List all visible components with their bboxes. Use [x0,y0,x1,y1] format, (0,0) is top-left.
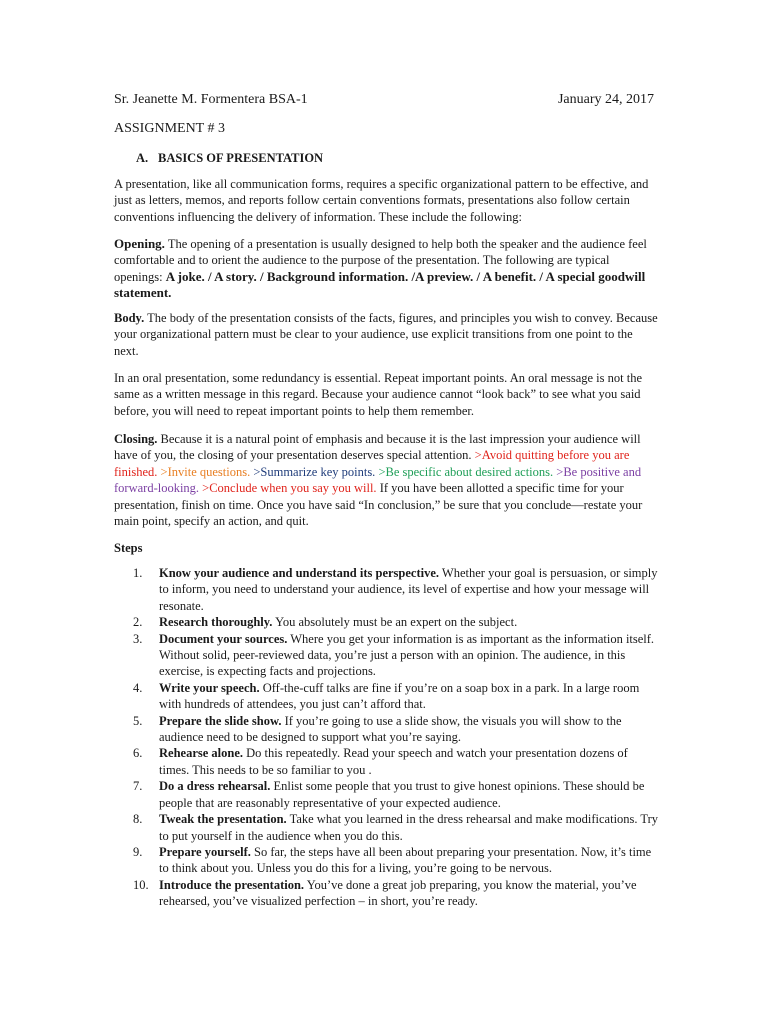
closing-tip: >Be positive and forward-looking. [114,464,642,496]
closing-tip: >Invite questions. [157,464,251,479]
body-heading: Body. [114,311,145,325]
step-title: Rehearse alone. [159,746,244,761]
step-number: 7. [133,779,143,794]
step-number: 9. [133,844,143,859]
intro-paragraph: A presentation, like all communication forms, requires a specific organizational pattern to be effective, and just as letters, memos, and reports follow certain conventions formats, presentations also follow certain conventions influencing the delivery of information. These include the following: [114,177,649,224]
step-number: 3. [133,631,143,646]
step-text: You absolutely must be an expert on the subject. [272,615,518,630]
step-title: Do a dress rehearsal. [159,779,271,794]
step-title: Write your speech. [159,680,260,695]
step-text: Enlist some people that you trust to give honest opinions. These should be people that are reasonably representative of your expected audience. [159,779,645,810]
document-header [114,92,654,110]
list-item [114,745,659,778]
body-paragraph [114,310,659,359]
step-number: 4. [133,680,143,695]
step-title: Know your audience and understand its perspective. [159,566,440,580]
step-title: Research thoroughly. [159,615,273,630]
closing-tip: >Be specific about desired actions. [375,464,554,479]
step-title: Tweak the presentation. [159,812,287,827]
opening-paragraph [114,236,659,302]
steps-list [114,565,659,910]
step-text: Whether your goal is persuasion, or simply to inform, you need to understand your audience, its level of expertise and how your message will resonate. [159,566,658,613]
step-text: If you’re going to use a slide show, the visuals you will show to the audience need to be designed to support what you’re saying. [159,713,622,745]
closing-paragraph [114,431,659,529]
opening-text: The opening of a presentation is usually designed to help both the speaker and the audience feel comfortable and to orient the audience to the purpose of the presentation. The following are typical openings: [114,237,647,284]
list-item [114,877,659,910]
closing-tip: >Avoid quitting before you are finished. [114,448,630,479]
assignment-title: ASSIGNMENT # 3 [114,121,225,136]
step-title: Prepare the slide show. [159,713,282,728]
list-item [114,778,659,811]
step-text: Off-the-cuff talks are fine if you’re on a soap box in a park. In a large room with hundreds of attendees, you just can’t afford that. [159,680,640,712]
date-line: January 24, 2017 [557,92,654,107]
closing-tip: >Conclude when you say you will. [199,481,377,496]
step-text: Do this repeatedly. Read your speech and watch your presentation dozens of times. This needs to be so familiar to you . [159,746,628,777]
opening-heading: Opening. [114,236,165,251]
step-title: Document your sources. [159,631,288,646]
step-number: 10. [133,877,149,892]
list-item [114,713,659,746]
step-title: Prepare yourself. [159,844,251,859]
step-number: 2. [133,615,143,630]
step-number: 6. [133,746,143,761]
closing-after-text: If you have been allotted a specific time for your presentation, finish on time. Once you have said “In conclusion,” be sure that you conclude—restate your main point, specify an action, and quit. [114,481,643,529]
closing-text: Because it is a natural point of emphasis and because it is the last impression your audience will have of you, the closing of your presentation deserves special attention. [114,432,641,463]
opening-list: A joke. / A story. / Background information. /A preview. / A benefit. / A special goodwill statement. [114,268,646,301]
step-title: Introduce the presentation. [159,877,305,892]
step-number: 5. [133,713,143,728]
list-item [114,565,659,614]
step-number: 1. [133,566,143,580]
list-item [114,614,659,630]
list-item [114,811,659,844]
step-text: Where you get your information is as important as the information itself. Without solid, peer-reviewed data, you’re just a person with an opinion. The audience, in this exercise, is expecting facts and projections. [159,631,655,679]
section-title: BASICS OF PRESENTATION [158,151,324,165]
step-number: 8. [133,812,143,827]
oral-paragraph: In an oral presentation, some redundancy is essential. Repeat important points. An oral message is not the same as a written message in this regard. Because your audience cannot “look back” to see what you said before, you will need to repeat important points to help them remember. [114,371,642,418]
section-letter: A. [136,151,149,165]
section-heading [136,150,323,166]
list-item [114,844,659,877]
closing-heading: Closing. [114,432,158,446]
body-text: The body of the presentation consists of the facts, figures, and principles you wish to convey. Because your organizational pattern must be clear to your audience, use explicit transitions from one point to the next. [114,311,658,358]
author-line: Sr. Jeanette M. Formentera BSA-1 [114,92,308,107]
step-text: So far, the steps have all been about preparing your presentation. Now, it’s time to think about you. Unless you do this for a living, you’re going to be nervous. [159,844,652,876]
step-text: You’ve done a great job preparing, you know the material, you’ve rehearsed, you’ve visualized perfection – in short, you’re ready. [159,877,637,909]
list-item [114,631,659,680]
list-item [114,680,659,713]
steps-heading: Steps [114,541,143,555]
step-text: Take what you learned in the dress rehearsal and make modifications. Try to put yourself in the audience when you do this. [159,812,659,843]
closing-tip: >Summarize key points. [250,464,376,479]
